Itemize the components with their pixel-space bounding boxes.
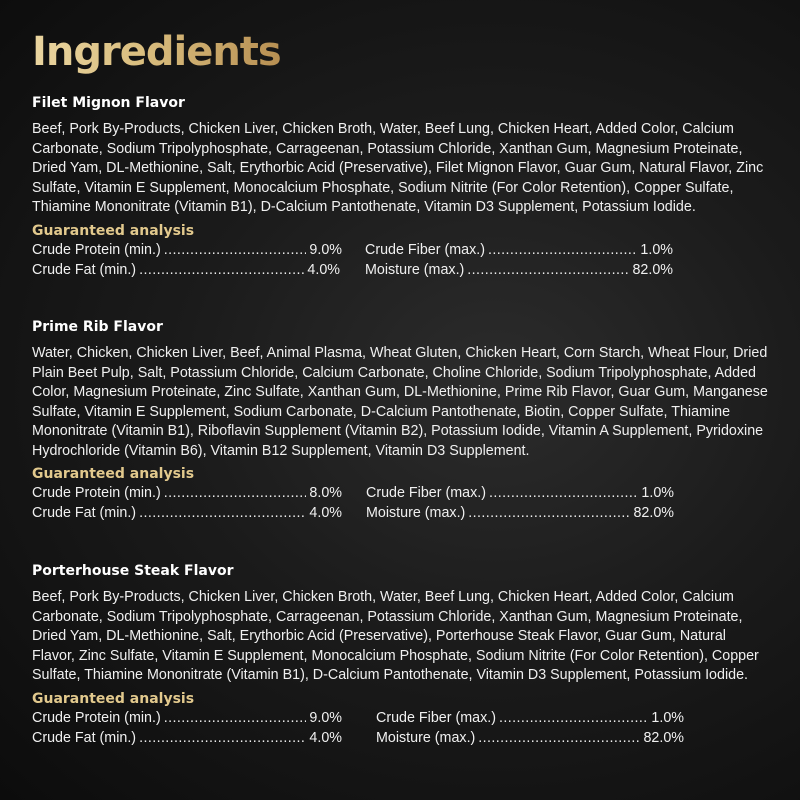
ingredient-list: Beef, Pork By-Products, Chicken Liver, Chicken Broth, Water, Beef Lung, Chicken Heart, Added Color, Calcium Carbonate, Sodium Tripolyphosphate, Carrageenan, Potassium Chloride, Xanthan Gum, Magnesium Proteinate, Dried Yam, DL-Methionine, Salt, Erythorbic Acid (Preservative), Filet Mignon Flavor, Guar Gum, Natural Flavor, Zinc Sulfate, Vitamin E Supplement, Monocalcium Phosphate, Sodium Nitrite (For Color Retention), Copper Sulfate, Thiamine Mononitrate (Vitamin B1), D-Calcium Pantothenate, Vitamin D3 Supplement, Potassium Iodide.: [32, 121, 764, 215]
leader-dots: [499, 708, 648, 728]
analysis-label: Crude Fiber (max.): [365, 241, 485, 258]
analysis-row-fiber: [365, 240, 673, 260]
section-filet-mignon: [32, 94, 772, 280]
analysis-label: Crude Fat (min.): [32, 505, 137, 521]
analysis-label: Crude Fiber (max.): [366, 485, 486, 501]
analysis-row-moisture: [365, 260, 673, 280]
analysis-value: 82.0%: [632, 261, 673, 278]
guaranteed-analysis-title: Guaranteed analysis: [32, 222, 195, 239]
guaranteed-analysis-table: [32, 240, 772, 280]
analysis-value: 8.0%: [309, 485, 342, 501]
analysis-value: 4.0%: [307, 261, 340, 278]
analysis-label: Crude Fat (min.): [32, 261, 137, 278]
leader-dots: [478, 728, 640, 748]
analysis-value: 1.0%: [640, 241, 673, 258]
guaranteed-analysis-title: Guaranteed analysis: [32, 466, 195, 482]
analysis-row-protein: [32, 240, 342, 260]
analysis-label: Crude Protein (min.): [32, 241, 161, 258]
leader-dots: [488, 240, 637, 260]
analysis-value: 4.0%: [309, 505, 342, 521]
leader-dots: [164, 483, 307, 503]
ingredient-list: Beef, Pork By-Products, Chicken Liver, Chicken Broth, Water, Beef Lung, Chicken Heart, Added Color, Calcium Carbonate, Sodium Tripolyphosphate, Carrageenan, Potassium Chloride, Xanthan Gum, Magnesium Proteinate, Dried Yam, DL-Methionine, Salt, Erythorbic Acid (Preservative), Porterhouse Steak Flavor, Guar Gum, Natural Flavor, Zinc Sulfate, Vitamin E Supplement, Monocalcium Phosphate, Sodium Nitrite (For Color Retention), Copper Sulfate, Thiamine Mononitrate (Vitamin B1), D-Calcium Pantothenate, Vitamin D3 Supplement, Potassium Iodide.: [32, 589, 759, 683]
leader-dots: [467, 260, 629, 280]
analysis-label: Crude Protein (min.): [32, 709, 161, 726]
analysis-value: 9.0%: [309, 709, 342, 726]
analysis-row-fat: [32, 503, 342, 523]
analysis-row-protein: [32, 483, 342, 503]
analysis-label: Crude Fiber (max.): [376, 709, 496, 726]
section-porterhouse-steak: [32, 562, 772, 748]
section-title: Prime Rib Flavor: [32, 319, 163, 335]
analysis-value: 82.0%: [643, 729, 684, 746]
analysis-label: Crude Fat (min.): [32, 729, 137, 746]
ingredient-list: Water, Chicken, Chicken Liver, Beef, Animal Plasma, Wheat Gluten, Chicken Heart, Corn Starch, Wheat Flour, Dried Plain Beet Pulp, Salt, Potassium Chloride, Calcium Carbonate, Choline Chloride, Sodium Tripolyphosphate, Added Color, Magnesium Proteinate, Zinc Sulfate, Xanthan Gum, DL-Methionine, Prime Rib Flavor, Guar Gum, Manganese Sulfate, Vitamin E Supplement, Sodium Carbonate, D-Calcium Pantothenate, Biotin, Copper Sulfate, Thiamine Mononitrate (Vitamin B1), Riboflavin Supplement (Vitamin B2), Potassium Iodide, Vitamin A Supplement, Pyridoxine Hydrochloride (Vitamin B6), Vitamin B12 Supplement, Vitamin D3 Supplement.: [32, 345, 768, 459]
analysis-label: Crude Protein (min.): [32, 485, 161, 501]
leader-dots: [164, 708, 307, 728]
analysis-value: 1.0%: [651, 709, 684, 726]
analysis-row-fiber: [376, 708, 684, 728]
analysis-value: 9.0%: [309, 241, 342, 258]
leader-dots: [139, 503, 306, 523]
leader-dots: [164, 240, 307, 260]
analysis-row-fat: [32, 260, 340, 280]
leader-dots: [139, 728, 306, 748]
leader-dots: [468, 503, 630, 523]
analysis-row-moisture: [376, 728, 684, 748]
analysis-label: Moisture (max.): [376, 729, 476, 746]
analysis-label: Moisture (max.): [366, 505, 466, 521]
section-title: Filet Mignon Flavor: [32, 95, 185, 111]
page-title: Ingredients: [32, 29, 281, 75]
analysis-label: Moisture (max.): [365, 261, 465, 278]
section-prime-rib: [32, 318, 772, 523]
analysis-row-moisture: [366, 503, 674, 523]
guaranteed-analysis-title: Guaranteed analysis: [32, 690, 195, 707]
analysis-row-fiber: [366, 483, 674, 503]
leader-dots: [139, 260, 304, 280]
analysis-value: 1.0%: [641, 485, 674, 501]
analysis-value: 82.0%: [633, 505, 674, 521]
leader-dots: [489, 483, 638, 503]
section-title: Porterhouse Steak Flavor: [32, 563, 234, 579]
analysis-row-fat: [32, 728, 342, 748]
guaranteed-analysis-table: [32, 708, 772, 748]
analysis-value: 4.0%: [309, 729, 342, 746]
analysis-row-protein: [32, 708, 342, 728]
guaranteed-analysis-table: [32, 483, 772, 523]
